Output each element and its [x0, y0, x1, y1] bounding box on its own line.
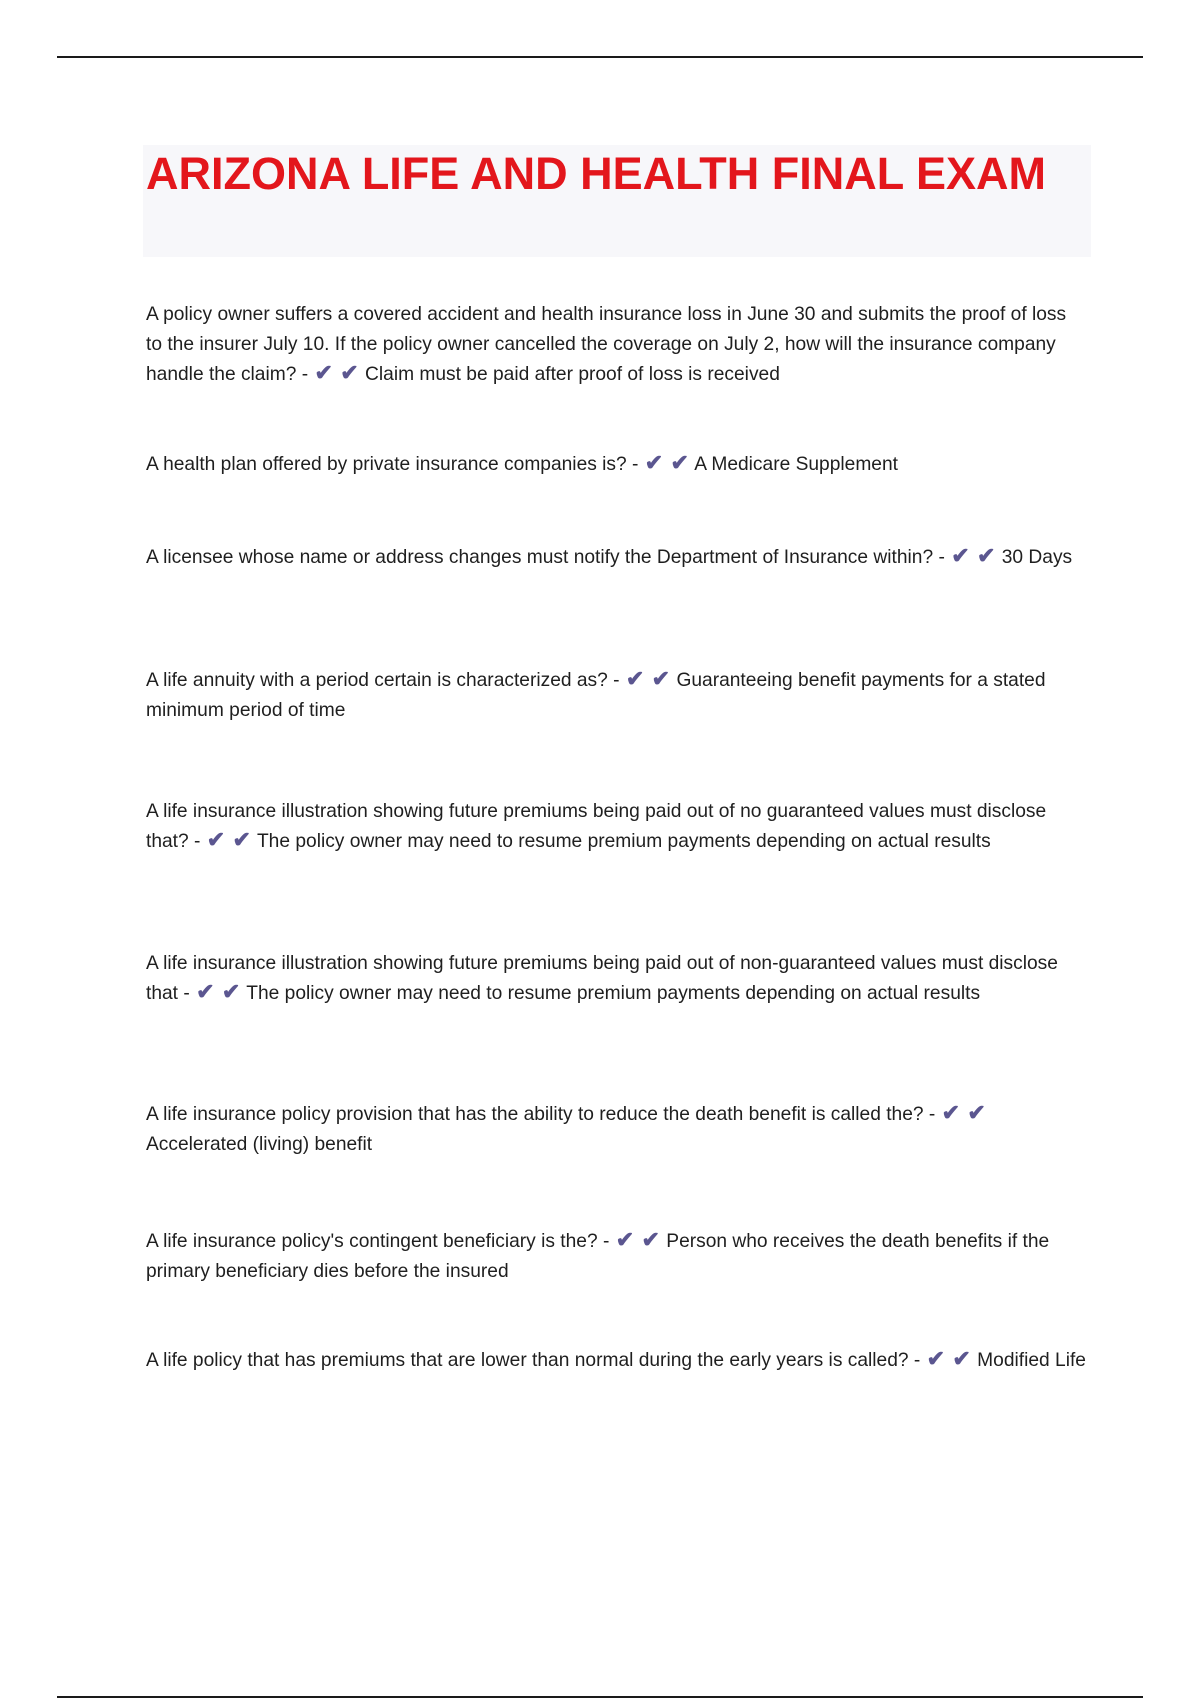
answer-text: Claim must be paid after proof of loss is received — [365, 364, 780, 385]
qa-item — [146, 300, 1086, 390]
bottom-rule — [57, 1696, 1143, 1698]
checkmark-icon: ✔ — [941, 1100, 961, 1125]
qa-item — [146, 666, 1086, 726]
checkmark-icon: ✔ — [644, 450, 664, 475]
question-text: A policy owner suffers a covered accident and health insurance loss in June 30 and submits the proof of loss to the insurer July 10. If the policy owner cancelled the coverage on July 2, how will the insurance company handle the claim? — [146, 304, 1067, 385]
separator: - — [178, 983, 196, 1004]
checkmark-icon: ✔ — [314, 360, 333, 385]
checkmark-icon: ✔ — [641, 1227, 660, 1252]
checkmarks — [941, 1100, 987, 1125]
checkmark-icon: ✔ — [952, 1346, 971, 1371]
checkmark-icon: ✔ — [340, 360, 359, 385]
separator: - — [923, 1104, 941, 1125]
question-text: A life insurance illustration showing future premiums being paid out of no guaranteed values must disclose that? — [146, 801, 1047, 852]
answer-text: Modified Life — [977, 1350, 1086, 1371]
answer-text: A Medicare Supplement — [694, 454, 898, 475]
qa-item — [146, 450, 1086, 480]
question-text: A health plan offered by private insurance companies is? — [146, 454, 627, 475]
checkmark-icon: ✔ — [670, 450, 689, 475]
question-text: A life annuity with a period certain is characterized as? — [146, 670, 608, 691]
answer-text: Guaranteeing benefit payments for a stated minimum period of time — [146, 670, 1046, 721]
question-text: A life policy that has premiums that are lower than normal during the early years is called? — [146, 1350, 909, 1371]
question-text: A life insurance policy provision that has the ability to reduce the death benefit is called the? — [146, 1104, 924, 1125]
checkmarks — [644, 450, 690, 475]
checkmarks — [195, 979, 241, 1004]
question-text: A life insurance illustration showing future premiums being paid out of non-guaranteed values must disclose that — [146, 953, 1058, 1004]
separator: - — [597, 1231, 615, 1252]
checkmarks — [206, 827, 252, 852]
top-rule — [57, 56, 1143, 58]
separator: - — [296, 364, 314, 385]
answer-text: The policy owner may need to resume premium payments depending on actual results — [256, 831, 991, 852]
separator: - — [626, 454, 644, 475]
checkmarks — [926, 1346, 972, 1371]
separator: - — [908, 1350, 926, 1371]
checkmark-icon: ✔ — [196, 979, 215, 1004]
qa-item — [146, 543, 1086, 573]
checkmark-icon: ✔ — [951, 543, 970, 568]
answer-text: 30 Days — [1001, 547, 1073, 568]
document-title: ARIZONA LIFE AND HEALTH FINAL EXAM — [146, 148, 1046, 199]
checkmarks — [625, 666, 671, 691]
checkmark-icon: ✔ — [232, 827, 251, 852]
question-text: A licensee whose name or address changes must notify the Department of Insurance within? — [146, 547, 934, 568]
checkmark-icon: ✔ — [221, 979, 241, 1004]
qa-item — [146, 1346, 1086, 1376]
checkmark-icon: ✔ — [615, 1227, 635, 1252]
checkmarks — [950, 543, 996, 568]
question-text: A life insurance policy's contingent beneficiary is the? — [146, 1231, 598, 1252]
qa-item — [146, 949, 1086, 1009]
checkmark-icon: ✔ — [651, 666, 671, 691]
checkmark-icon: ✔ — [926, 1346, 946, 1371]
separator: - — [188, 831, 206, 852]
separator: - — [933, 547, 951, 568]
checkmarks — [615, 1227, 661, 1252]
checkmarks — [313, 360, 359, 385]
checkmark-icon: ✔ — [976, 543, 996, 568]
qa-item — [146, 797, 1086, 857]
answer-text: Person who receives the death benefits if the primary beneficiary dies before the insured — [146, 1231, 1050, 1282]
answer-text: The policy owner may need to resume premium payments depending on actual results — [246, 983, 981, 1004]
separator: - — [607, 670, 625, 691]
answer-text: Accelerated (living) benefit — [146, 1134, 373, 1155]
checkmark-icon: ✔ — [625, 666, 645, 691]
checkmark-icon: ✔ — [206, 827, 226, 852]
qa-item — [146, 1100, 1086, 1160]
qa-item — [146, 1227, 1086, 1287]
checkmark-icon: ✔ — [967, 1100, 986, 1125]
